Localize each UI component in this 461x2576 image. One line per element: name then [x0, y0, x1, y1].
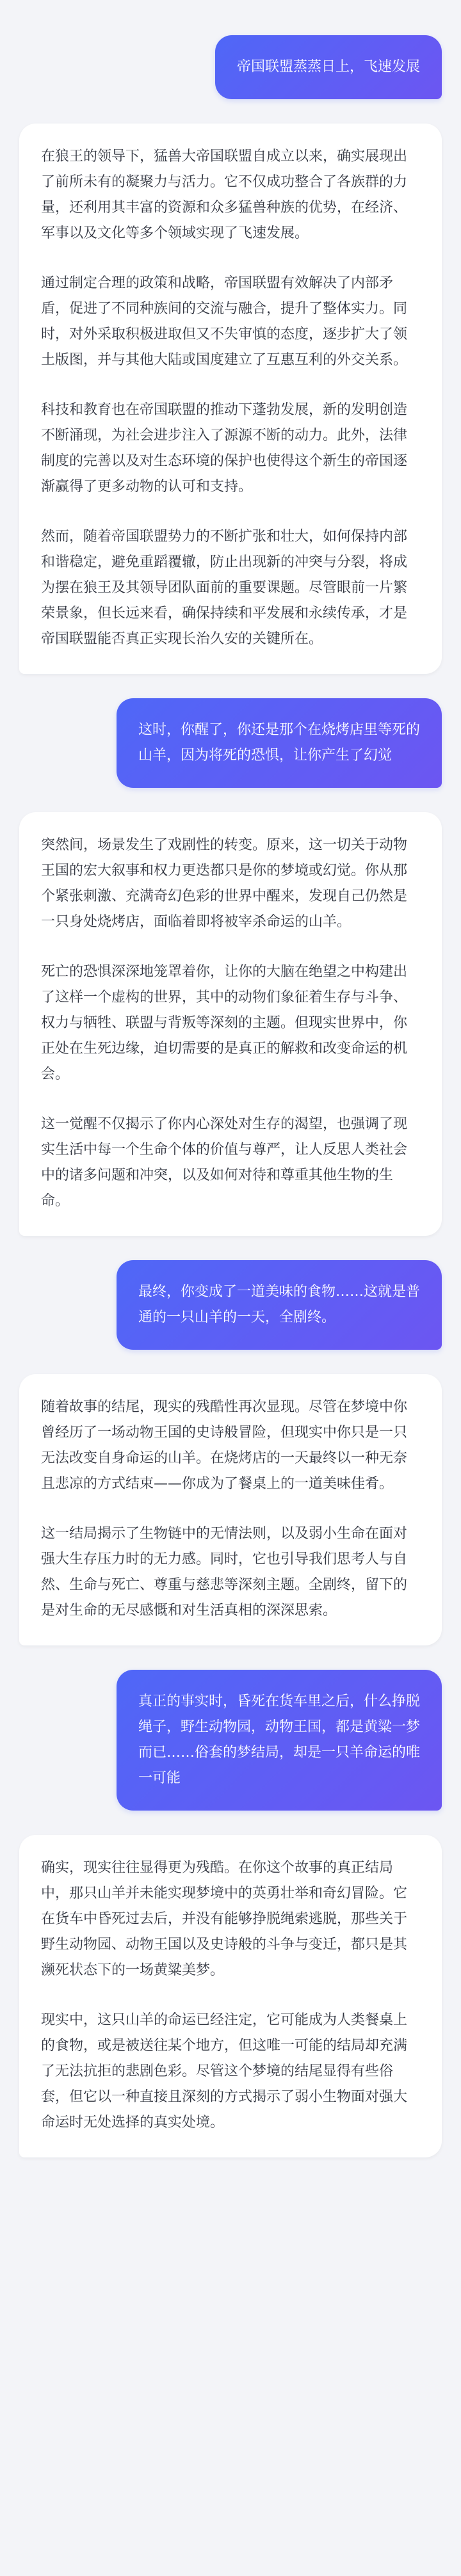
user-message-row	[19, 698, 442, 788]
user-message-bubble: 最终，你变成了一道美味的食物……这就是普通的一只山羊的一天，全剧终。	[117, 1260, 442, 1350]
assistant-message-bubble	[19, 812, 442, 1236]
assistant-message-bubble	[19, 124, 442, 674]
user-message-bubble: 这时，你醒了，你还是那个在烧烤店里等死的山羊，因为将死的恐惧，让你产生了幻觉	[117, 698, 442, 788]
user-message-bubble: 真正的事实时，昏死在货车里之后，什么挣脱绳子，野生动物园，动物王国，都是黄粱一梦而已……俗套的梦结局，却是一只羊命运的唯一可能	[117, 1670, 442, 1811]
assistant-paragraph: 确实，现实往往显得更为残酷。在你这个故事的真正结局中，那只山羊并未能实现梦境中的英勇壮举和奇幻冒险。它在货车中昏死过去后，并没有能够挣脱绳索逃脱，那些关于野生动物园、动物王国以及史诗般的斗争与变迁，都只是其濒死状态下的一场黄粱美梦。	[41, 1860, 408, 1978]
user-message-row	[19, 35, 442, 99]
assistant-message-row	[19, 1374, 442, 1645]
assistant-paragraph: 突然间，场景发生了戏剧性的转变。原来，这一切关于动物王国的宏大叙事和权力更迭都只是你的梦境或幻觉。你从那个紧张刺激、充满奇幻色彩的世界中醒来，发现自己仍然是一只身处烧烤店，面临着即将被宰杀命运的山羊。	[41, 837, 408, 930]
assistant-paragraph: 在狼王的领导下，猛兽大帝国联盟自成立以来，确实展现出了前所未有的凝聚力与活力。它不仅成功整合了各族群的力量，还利用其丰富的资源和众多猛兽种族的优势，在经济、军事以及文化等多个领域实现了飞速发展。	[41, 148, 408, 241]
assistant-message-bubble	[19, 1835, 442, 2157]
assistant-paragraph: 这一觉醒不仅揭示了你内心深处对生存的渴望，也强调了现实生活中每一个生命个体的价值与尊严，让人反思人类社会中的诸多问题和冲突，以及如何对待和尊重其他生物的生命。	[41, 1116, 408, 1209]
user-message-bubble: 帝国联盟蒸蒸日上，飞速发展	[215, 35, 442, 99]
assistant-paragraph: 科技和教育也在帝国联盟的推动下蓬勃发展，新的发明创造不断涌现，为社会进步注入了源源不断的动力。此外，法律制度的完善以及对生态环境的保护也使得这个新生的帝国逐渐赢得了更多动物的认可和支持。	[41, 402, 408, 495]
assistant-message-row	[19, 812, 442, 1236]
assistant-message-row	[19, 124, 442, 674]
assistant-message-bubble	[19, 1374, 442, 1645]
assistant-paragraph: 然而，随着帝国联盟势力的不断扩张和壮大，如何保持内部和谐稳定，避免重蹈覆辙，防止出现新的冲突与分裂，将成为摆在狼王及其领导团队面前的重要课题。尽管眼前一片繁荣景象，但长远来看，确保持续和平发展和永续传承，才是帝国联盟能否真正实现长治久安的关键所在。	[41, 529, 408, 647]
user-message-row	[19, 1260, 442, 1350]
assistant-paragraph: 这一结局揭示了生物链中的无情法则，以及弱小生命在面对强大生存压力时的无力感。同时，它也引导我们思考人与自然、生命与死亡、尊重与慈悲等深刻主题。全剧终，留下的是对生命的无尽感慨和对生活真相的深深思索。	[41, 1526, 408, 1619]
user-message-row	[19, 1670, 442, 1811]
assistant-paragraph: 现实中，这只山羊的命运已经注定，它可能成为人类餐桌上的食物，或是被送往某个地方，但这唯一可能的结局却充满了无法抗拒的悲剧色彩。尽管这个梦境的结尾显得有些俗套，但它以一种直接且深刻的方式揭示了弱小生物面对强大命运时无处选择的真实处境。	[41, 2012, 408, 2131]
assistant-paragraph: 通过制定合理的政策和战略，帝国联盟有效解决了内部矛盾，促进了不同种族间的交流与融合，提升了整体实力。同时，对外采取积极进取但又不失审慎的态度，逐步扩大了领土版图，并与其他大陆或国度建立了互惠互利的外交关系。	[41, 275, 408, 368]
assistant-paragraph: 随着故事的结尾，现实的残酷性再次显现。尽管在梦境中你曾经历了一场动物王国的史诗般冒险，但现实中你只是一只无法改变自身命运的山羊。在烧烤店的一天最终以一种无奈且悲凉的方式结束——你成为了餐桌上的一道美味佳肴。	[41, 1399, 408, 1492]
assistant-message-row	[19, 1835, 442, 2157]
assistant-paragraph: 死亡的恐惧深深地笼罩着你，让你的大脑在绝望之中构建出了这样一个虚构的世界，其中的动物们象征着生存与斗争、权力与牺牲、联盟与背叛等深刻的主题。但现实世界中，你正处在生死边缘，迫切需要的是真正的解救和改变命运的机会。	[41, 964, 408, 1082]
